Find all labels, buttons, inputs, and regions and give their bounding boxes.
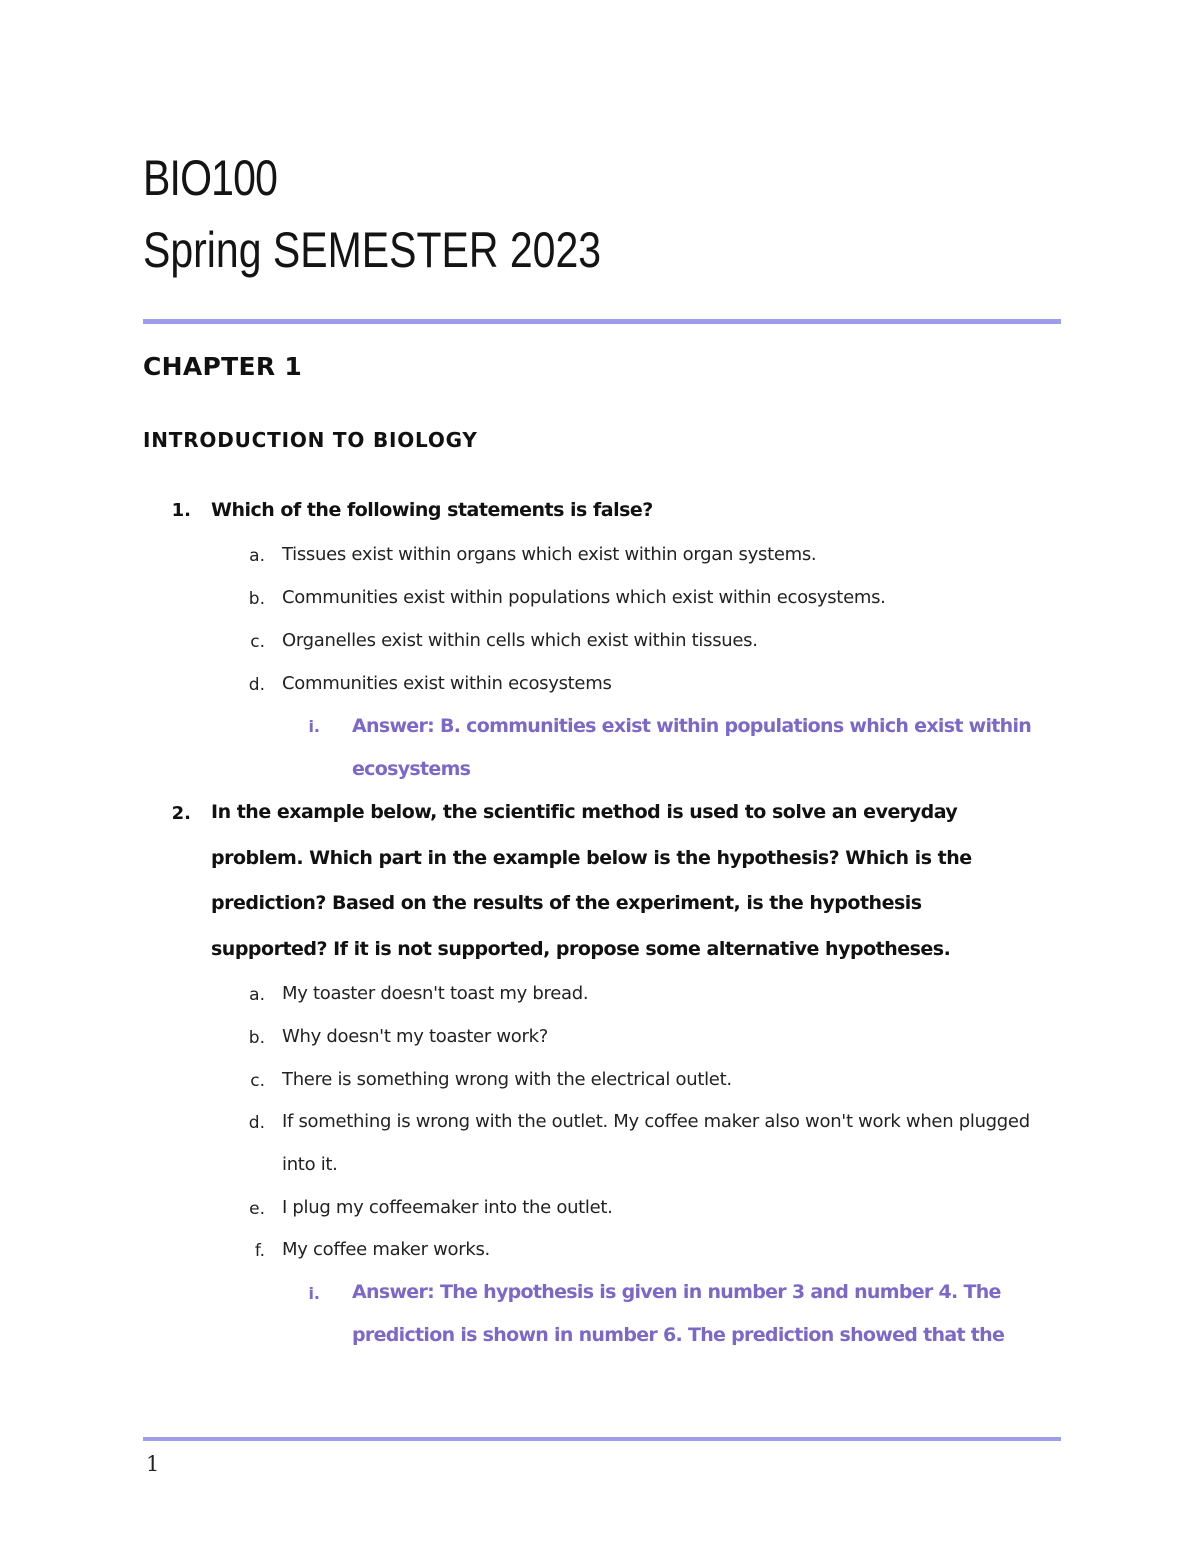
header-divider (143, 319, 1061, 324)
answer-text: Answer: B. communities exist within populations which exist within ecosystems (352, 715, 1032, 780)
option-text: My toaster doesn't toast my bread. (282, 983, 589, 1004)
question-text: Which of the following statements is false? (211, 499, 653, 521)
option-letter: a. (249, 546, 265, 566)
option-text: Tissues exist within organs which exist within organ systems. (282, 544, 817, 565)
option-letter: b. (248, 589, 265, 609)
option-text: My coffee maker works. (282, 1239, 490, 1260)
semester-title: Spring SEMESTER 2023 (143, 222, 602, 278)
option-letter: c. (250, 632, 265, 652)
option-text: If something is wrong with the outlet. My coffee maker also won't work when plugged into it. (282, 1111, 1030, 1175)
option-text: Why doesn't my toaster work? (282, 1026, 548, 1047)
option-letter: e. (249, 1199, 265, 1219)
section-heading: INTRODUCTION TO BIOLOGY (143, 428, 478, 452)
option-letter: d. (248, 1113, 265, 1133)
answer-number: i. (308, 1284, 320, 1303)
option-text: Communities exist within ecosystems (282, 673, 612, 694)
option-text: Communities exist within populations which exist within ecosystems. (282, 587, 886, 608)
page-number: 1 (146, 1452, 160, 1476)
chapter-heading: CHAPTER 1 (143, 352, 303, 381)
answer-number: i. (308, 717, 320, 736)
option-text: Organelles exist within cells which exist within tissues. (282, 630, 758, 651)
footer-divider (143, 1437, 1061, 1441)
course-code: BIO100 (143, 150, 278, 206)
option-letter: d. (248, 675, 265, 695)
answer-text: Answer: The hypothesis is given in number 3 and number 4. The prediction is shown in number 6. The prediction showed that the (352, 1281, 1005, 1346)
question-text: In the example below, the scientific method is used to solve an everyday problem. Which part in the example below is the hypothesis? Which is the prediction? Based on the results of the experiment, is the hypothesis supported? If it is not supported, propose some alternative hypotheses. (211, 801, 972, 960)
option-letter: a. (249, 985, 265, 1005)
option-letter: f. (254, 1241, 265, 1261)
option-text: There is something wrong with the electrical outlet. (282, 1069, 732, 1090)
option-letter: b. (248, 1028, 265, 1048)
option-letter: c. (250, 1071, 265, 1091)
question-number: 2. (171, 803, 191, 824)
question-number: 1. (171, 500, 191, 521)
document-header (143, 148, 702, 280)
option-text: I plug my coffeemaker into the outlet. (282, 1197, 613, 1218)
